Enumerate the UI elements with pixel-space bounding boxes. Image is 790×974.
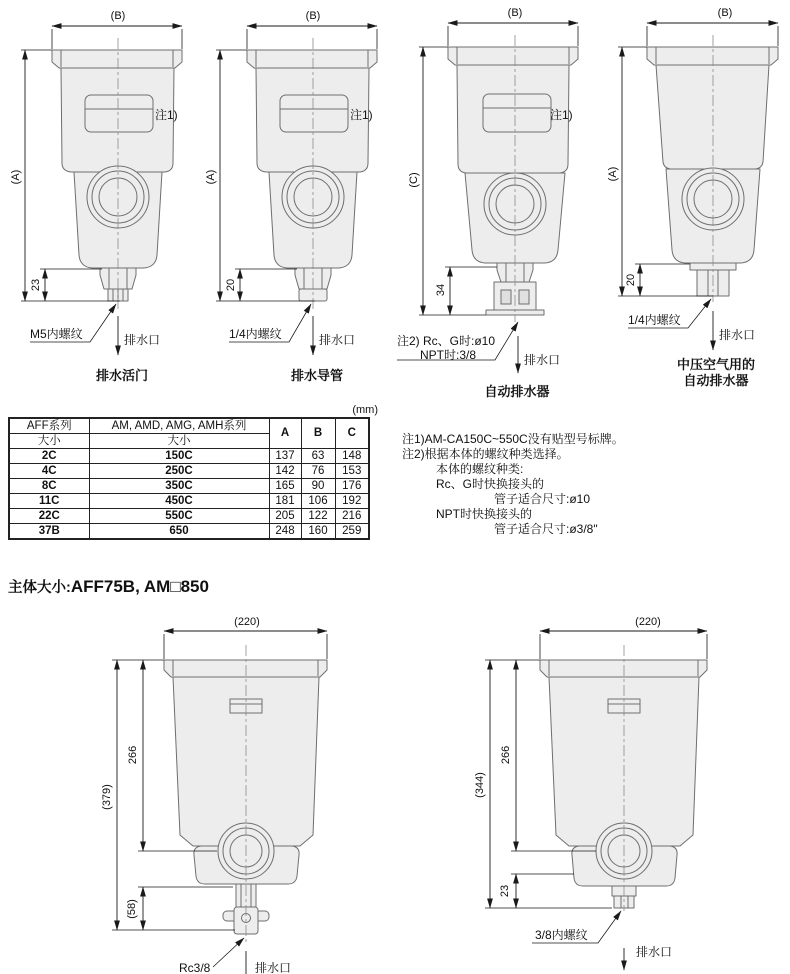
- figure-caption: 排水活门: [95, 368, 149, 383]
- thread-label: 3/8内螺纹: [535, 928, 588, 942]
- thread-label-line1: 注2) Rc、G时:ø10: [397, 334, 496, 348]
- dim-width-label: (220): [635, 616, 661, 628]
- note-2e: 管子适合尺寸:ø3/8": [494, 522, 598, 536]
- cell-b: 160: [301, 524, 335, 540]
- cell-a: 137: [269, 449, 301, 464]
- dim-b-label: (B): [507, 7, 523, 19]
- cell-am-size: 350C: [89, 479, 269, 494]
- dim-b-label: (B): [717, 7, 733, 19]
- note-2b: Rc、G时快换接头的: [436, 477, 545, 491]
- cell-c: 148: [335, 449, 369, 464]
- cell-am-size: 550C: [89, 509, 269, 524]
- dim-a-label: (A): [10, 169, 22, 185]
- figure-drain-valve: [10, 5, 200, 395]
- dim-width-label: (220): [234, 616, 260, 628]
- notes-block: [402, 432, 624, 537]
- drain-dim-label: 20: [225, 278, 237, 292]
- table-row: [9, 494, 369, 509]
- model-label-plate: [85, 95, 153, 132]
- cell-a: 165: [269, 479, 301, 494]
- figure-caption-line2: 自动排水器: [683, 373, 749, 388]
- drain-port-label: 排水口: [124, 333, 161, 347]
- drain-dim-label: 20: [625, 273, 637, 287]
- cell-b: 63: [301, 449, 335, 464]
- figure-caption: 排水导管: [290, 368, 344, 383]
- filter-body-drawing: [448, 47, 578, 315]
- table-unit-label: (mm): [352, 404, 378, 416]
- dim-a-label: (A): [607, 166, 619, 182]
- note-2c: 管子适合尺寸:ø10: [494, 492, 591, 506]
- drain-port-label: 排水口: [524, 353, 561, 367]
- dim-overall-label: (379): [101, 784, 113, 810]
- col-header-am-series: AM, AMD, AMG, AMH系列: [89, 418, 269, 434]
- note1-ref: 注1): [550, 108, 573, 122]
- drain-port-label: 排水口: [719, 328, 756, 342]
- dim-overall-label: (344): [474, 772, 486, 798]
- table-row: [9, 479, 369, 494]
- dim-body-label: 266: [500, 745, 512, 765]
- cell-am-size: 650: [89, 524, 269, 540]
- cell-b: 76: [301, 464, 335, 479]
- thread-label: 1/4内螺纹: [229, 327, 282, 341]
- dim-c-label: (C): [408, 172, 420, 188]
- cell-aff-size: 37B: [9, 524, 89, 540]
- col-subheader-size: 大小: [89, 434, 269, 449]
- thread-label-line2: NPT时:3/8: [420, 348, 477, 362]
- cell-a: 142: [269, 464, 301, 479]
- note-2d: NPT时快换接头的: [436, 507, 533, 521]
- figure-mid-pressure-auto-drain: [600, 2, 790, 402]
- cell-a: 205: [269, 509, 301, 524]
- cell-am-size: 250C: [89, 464, 269, 479]
- filter-body-drawing: [52, 50, 182, 301]
- model-label-plate: [483, 94, 551, 132]
- filter-body-drawing: [164, 660, 327, 934]
- thread-label: M5内螺纹: [30, 327, 83, 341]
- cell-aff-size: 8C: [9, 479, 89, 494]
- drain-dim-label: 23: [30, 278, 42, 292]
- cell-b: 122: [301, 509, 335, 524]
- note1-ref: 注1): [155, 108, 178, 122]
- drain-port-label: 排水口: [255, 961, 292, 974]
- col-header-a: A: [269, 418, 301, 449]
- filter-body-drawing: [247, 50, 377, 301]
- figure-caption-line1: 中压空气用的: [676, 357, 756, 372]
- note-1: 注1)AM-CA150C~550C没有贴型号标牌。: [402, 432, 624, 446]
- table-row: [9, 464, 369, 479]
- note-2a: 本体的螺纹种类:: [436, 462, 524, 476]
- cell-c: 176: [335, 479, 369, 494]
- cell-c: 192: [335, 494, 369, 509]
- dimensions-table: [8, 417, 370, 540]
- cell-c: 216: [335, 509, 369, 524]
- table-row: [9, 524, 369, 540]
- cell-a: 181: [269, 494, 301, 509]
- figure-aff75b-drain-cock: [95, 615, 395, 974]
- cell-am-size: 150C: [89, 449, 269, 464]
- cell-c: 259: [335, 524, 369, 540]
- cell-aff-size: 2C: [9, 449, 89, 464]
- cell-aff-size: 4C: [9, 464, 89, 479]
- filter-body-drawing: [540, 660, 707, 908]
- col-header-c: C: [335, 418, 369, 449]
- cell-aff-size: 11C: [9, 494, 89, 509]
- figure-auto-drain: [395, 2, 595, 402]
- col-header-b: B: [301, 418, 335, 449]
- section-heading-label: 主体大小:: [8, 580, 71, 596]
- note-2: 注2)根据本体的螺纹种类选择。: [402, 447, 569, 461]
- col-subheader-size: 大小: [9, 434, 89, 449]
- cell-aff-size: 22C: [9, 509, 89, 524]
- dim-b-label: (B): [305, 10, 321, 22]
- drain-port-label: 排水口: [636, 945, 673, 959]
- thread-label: 1/4内螺纹: [628, 313, 681, 327]
- dim-b-label: (B): [110, 10, 126, 22]
- section-heading-model: AFF75B, AM□850: [70, 577, 209, 596]
- cell-b: 106: [301, 494, 335, 509]
- col-header-aff-series: AFF系列: [9, 418, 89, 434]
- table-row: [9, 449, 369, 464]
- dim-lower-label: 23: [499, 884, 511, 898]
- note1-ref: 注1): [350, 108, 373, 122]
- cell-am-size: 450C: [89, 494, 269, 509]
- dim-body-label: 266: [127, 745, 139, 765]
- drain-dim-label: 34: [435, 283, 447, 297]
- figure-caption: 自动排水器: [484, 384, 550, 399]
- cell-c: 153: [335, 464, 369, 479]
- dim-lower-label: (58): [126, 899, 138, 919]
- figure-drain-guide: [205, 5, 395, 395]
- figure-aff75b-threaded-drain: [440, 615, 790, 974]
- dim-a-label: (A): [205, 169, 217, 185]
- filter-body-drawing: [647, 47, 778, 296]
- cell-a: 248: [269, 524, 301, 540]
- thread-leader-line: [213, 938, 244, 967]
- drain-port-label: 排水口: [319, 333, 356, 347]
- thread-label: Rc3/8: [179, 961, 211, 974]
- model-label-plate: [280, 95, 348, 132]
- section-heading: [8, 576, 209, 597]
- table-row: [9, 509, 369, 524]
- cell-b: 90: [301, 479, 335, 494]
